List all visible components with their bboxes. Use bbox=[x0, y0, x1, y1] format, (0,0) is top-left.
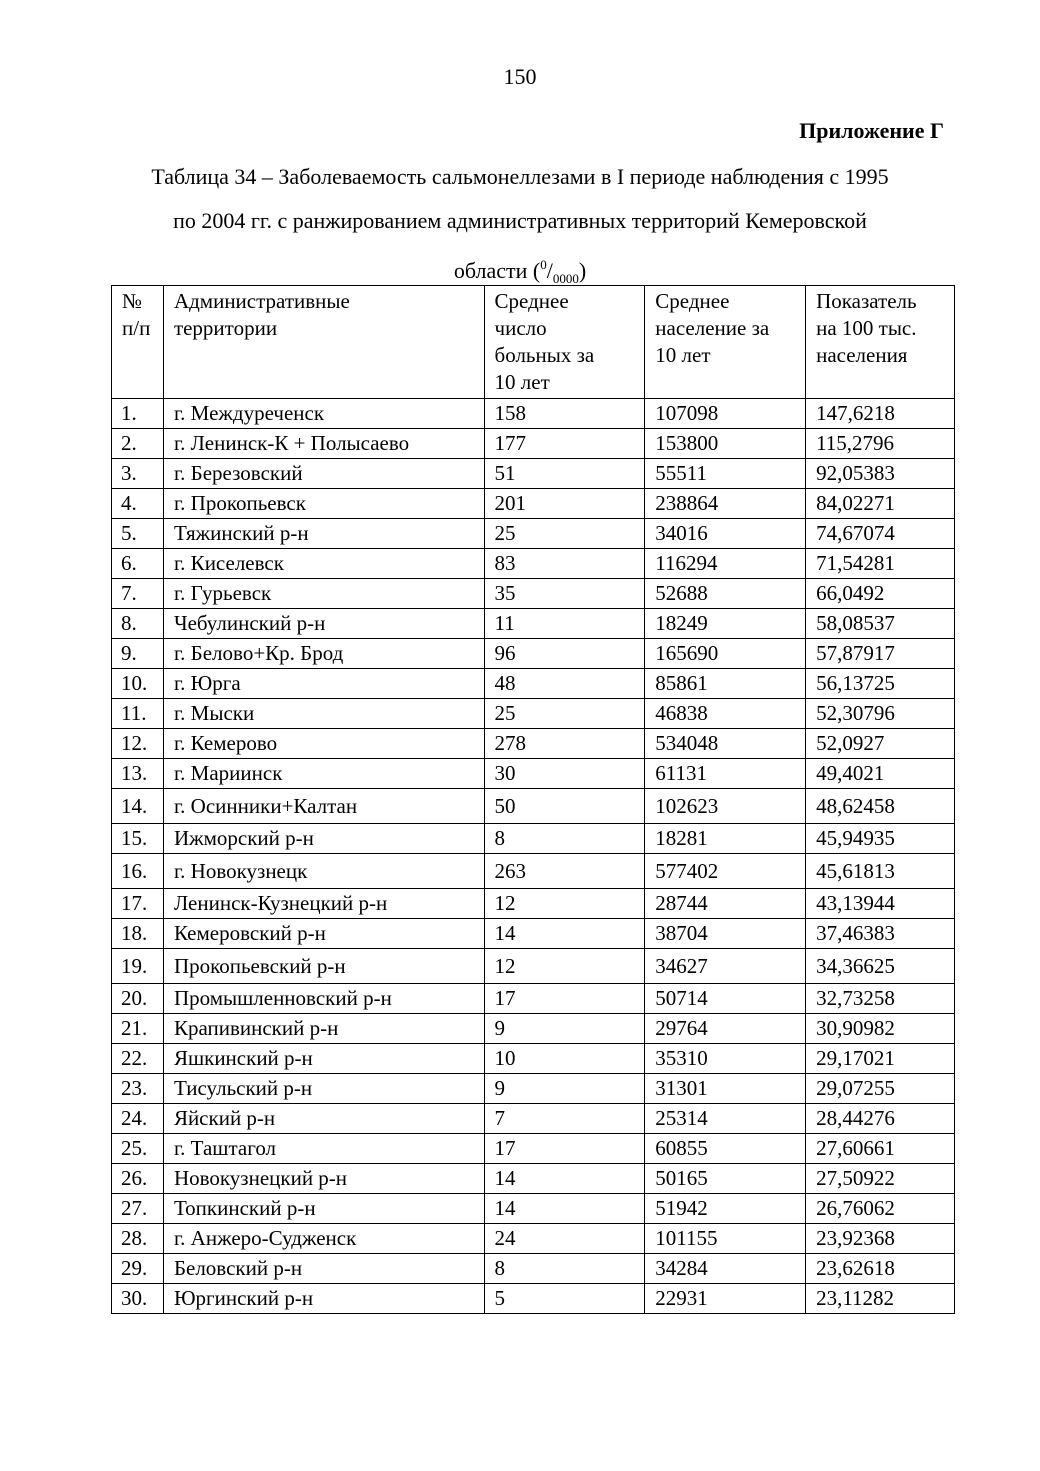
avg-sick-cell: 14 bbox=[484, 1194, 645, 1224]
avg-sick-cell: 11 bbox=[484, 609, 645, 639]
header-rate-line-3: населения bbox=[816, 343, 908, 367]
avg-population-cell: 51942 bbox=[645, 1194, 806, 1224]
row-number-cell: 23. bbox=[112, 1074, 164, 1104]
table-row bbox=[112, 919, 955, 949]
avg-sick-cell: 5 bbox=[484, 1284, 645, 1314]
avg-sick-cell: 14 bbox=[484, 1164, 645, 1194]
row-number-cell: 19. bbox=[112, 949, 164, 984]
header-avg-sick-line-3: больных за bbox=[494, 343, 595, 367]
table-row bbox=[112, 699, 955, 729]
avg-population-cell: 55511 bbox=[645, 459, 806, 489]
avg-population-cell: 25314 bbox=[645, 1104, 806, 1134]
table-row bbox=[112, 1074, 955, 1104]
rate-cell: 71,54281 bbox=[806, 549, 955, 579]
territory-cell: Яйский р-н bbox=[163, 1104, 484, 1134]
rate-cell: 37,46383 bbox=[806, 919, 955, 949]
header-rate-line-2: на 100 тыс. bbox=[816, 316, 917, 340]
avg-sick-cell: 12 bbox=[484, 889, 645, 919]
avg-population-cell: 50714 bbox=[645, 984, 806, 1014]
rate-cell: 66,0492 bbox=[806, 579, 955, 609]
rate-cell: 29,17021 bbox=[806, 1044, 955, 1074]
page-number: 150 bbox=[503, 64, 537, 89]
territory-cell: Яшкинский р-н bbox=[163, 1044, 484, 1074]
avg-population-cell: 18249 bbox=[645, 609, 806, 639]
table-row bbox=[112, 609, 955, 639]
avg-sick-cell: 25 bbox=[484, 699, 645, 729]
territory-cell: г. Мыски bbox=[163, 699, 484, 729]
caption-line-3-prefix: области ( bbox=[453, 258, 541, 283]
row-number-cell: 6. bbox=[112, 549, 164, 579]
avg-population-cell: 28744 bbox=[645, 889, 806, 919]
avg-population-cell: 52688 bbox=[645, 579, 806, 609]
avg-sick-cell: 12 bbox=[484, 949, 645, 984]
table-row bbox=[112, 984, 955, 1014]
territory-cell: г. Новокузнецк bbox=[163, 854, 484, 889]
table-row bbox=[112, 669, 955, 699]
rate-cell: 45,94935 bbox=[806, 824, 955, 854]
table-row bbox=[112, 519, 955, 549]
row-number-cell: 25. bbox=[112, 1134, 164, 1164]
avg-sick-cell: 158 bbox=[484, 399, 645, 429]
row-number-cell: 9. bbox=[112, 639, 164, 669]
territory-cell: г. Таштагол bbox=[163, 1134, 484, 1164]
table-row bbox=[112, 824, 955, 854]
avg-population-cell: 153800 bbox=[645, 429, 806, 459]
rate-cell: 57,87917 bbox=[806, 639, 955, 669]
avg-sick-cell: 263 bbox=[484, 854, 645, 889]
row-number-cell: 16. bbox=[112, 854, 164, 889]
avg-sick-cell: 17 bbox=[484, 1134, 645, 1164]
avg-sick-cell: 9 bbox=[484, 1074, 645, 1104]
table-row bbox=[112, 759, 955, 789]
table-row bbox=[112, 1284, 955, 1314]
row-number-cell: 28. bbox=[112, 1224, 164, 1254]
row-number-cell: 14. bbox=[112, 789, 164, 824]
table-body bbox=[112, 399, 955, 1314]
avg-population-cell: 31301 bbox=[645, 1074, 806, 1104]
caption-line-2: по 2004 гг. с ранжированием административных территорий Кемеровской bbox=[173, 208, 867, 233]
avg-sick-cell: 8 bbox=[484, 1254, 645, 1284]
avg-population-cell: 534048 bbox=[645, 729, 806, 759]
row-number-cell: 20. bbox=[112, 984, 164, 1014]
rate-cell: 29,07255 bbox=[806, 1074, 955, 1104]
table-caption bbox=[90, 155, 950, 301]
table-row bbox=[112, 1134, 955, 1164]
territory-cell: г. Прокопьевск bbox=[163, 489, 484, 519]
avg-sick-cell: 177 bbox=[484, 429, 645, 459]
territory-cell: Беловский р-н bbox=[163, 1254, 484, 1284]
header-number-line-1: № bbox=[122, 289, 143, 313]
row-number-cell: 21. bbox=[112, 1014, 164, 1044]
territory-cell: г. Кемерово bbox=[163, 729, 484, 759]
row-number-cell: 3. bbox=[112, 459, 164, 489]
row-number-cell: 18. bbox=[112, 919, 164, 949]
avg-sick-cell: 7 bbox=[484, 1104, 645, 1134]
territory-cell: г. Анжеро-Судженск bbox=[163, 1224, 484, 1254]
rate-cell: 23,11282 bbox=[806, 1284, 955, 1314]
territory-cell: г. Междуреченск bbox=[163, 399, 484, 429]
avg-population-cell: 102623 bbox=[645, 789, 806, 824]
rate-cell: 43,13944 bbox=[806, 889, 955, 919]
avg-sick-cell: 83 bbox=[484, 549, 645, 579]
table-row bbox=[112, 1224, 955, 1254]
table-row bbox=[112, 789, 955, 824]
row-number-cell: 7. bbox=[112, 579, 164, 609]
avg-sick-cell: 14 bbox=[484, 919, 645, 949]
avg-population-cell: 34627 bbox=[645, 949, 806, 984]
rate-cell: 23,92368 bbox=[806, 1224, 955, 1254]
avg-sick-cell: 25 bbox=[484, 519, 645, 549]
header-avg-population-line-1: Среднее bbox=[655, 289, 730, 313]
territory-cell: Ленинск-Кузнецкий р-н bbox=[163, 889, 484, 919]
row-number-cell: 11. bbox=[112, 699, 164, 729]
rate-cell: 52,0927 bbox=[806, 729, 955, 759]
rate-cell: 84,02271 bbox=[806, 489, 955, 519]
territory-cell: г. Осинники+Калтан bbox=[163, 789, 484, 824]
avg-population-cell: 577402 bbox=[645, 854, 806, 889]
territory-cell: Чебулинский р-н bbox=[163, 609, 484, 639]
avg-sick-cell: 24 bbox=[484, 1224, 645, 1254]
rate-cell: 45,61813 bbox=[806, 854, 955, 889]
rate-cell: 115,2796 bbox=[806, 429, 955, 459]
rate-cell: 28,44276 bbox=[806, 1104, 955, 1134]
territory-cell: Тисульский р-н bbox=[163, 1074, 484, 1104]
avg-population-cell: 50165 bbox=[645, 1164, 806, 1194]
table-row bbox=[112, 1014, 955, 1044]
header-avg-population-line-3: 10 лет bbox=[655, 343, 711, 367]
territory-cell: г. Березовский bbox=[163, 459, 484, 489]
territory-cell: г. Юрга bbox=[163, 669, 484, 699]
avg-population-cell: 29764 bbox=[645, 1014, 806, 1044]
table-row bbox=[112, 729, 955, 759]
avg-sick-cell: 8 bbox=[484, 824, 645, 854]
row-number-cell: 12. bbox=[112, 729, 164, 759]
territory-cell: Кемеровский р-н bbox=[163, 919, 484, 949]
avg-population-cell: 38704 bbox=[645, 919, 806, 949]
unit-superscript: 0 bbox=[540, 257, 547, 272]
territory-cell: г. Белово+Кр. Брод bbox=[163, 639, 484, 669]
table-row bbox=[112, 1164, 955, 1194]
unit-slash: / bbox=[546, 258, 553, 283]
row-number-cell: 15. bbox=[112, 824, 164, 854]
row-number-cell: 29. bbox=[112, 1254, 164, 1284]
avg-sick-cell: 9 bbox=[484, 1014, 645, 1044]
avg-population-cell: 85861 bbox=[645, 669, 806, 699]
table-row bbox=[112, 489, 955, 519]
caption-line-3-suffix: ) bbox=[578, 258, 587, 283]
row-number-cell: 5. bbox=[112, 519, 164, 549]
header-avg-sick-line-4: 10 лет bbox=[494, 370, 550, 394]
territory-cell: г. Мариинск bbox=[163, 759, 484, 789]
territory-cell: Крапивинский р-н bbox=[163, 1014, 484, 1044]
caption-line-1: Таблица 34 – Заболеваемость сальмонеллезами в I периоде наблюдения с 1995 bbox=[151, 164, 889, 189]
avg-population-cell: 61131 bbox=[645, 759, 806, 789]
rate-cell: 34,36625 bbox=[806, 949, 955, 984]
rate-cell: 56,13725 bbox=[806, 669, 955, 699]
avg-population-cell: 34284 bbox=[645, 1254, 806, 1284]
avg-population-cell: 107098 bbox=[645, 399, 806, 429]
header-avg-sick bbox=[484, 286, 645, 399]
table-row bbox=[112, 549, 955, 579]
rate-cell: 26,76062 bbox=[806, 1194, 955, 1224]
avg-population-cell: 35310 bbox=[645, 1044, 806, 1074]
header-number bbox=[112, 286, 164, 399]
header-territory-line-1: Административные bbox=[173, 289, 350, 313]
avg-sick-cell: 10 bbox=[484, 1044, 645, 1074]
table-row bbox=[112, 889, 955, 919]
table-row bbox=[112, 854, 955, 889]
avg-population-cell: 116294 bbox=[645, 549, 806, 579]
table-row bbox=[112, 579, 955, 609]
table-row bbox=[112, 949, 955, 984]
row-number-cell: 13. bbox=[112, 759, 164, 789]
header-territory-line-2: территории bbox=[173, 316, 278, 340]
row-number-cell: 27. bbox=[112, 1194, 164, 1224]
avg-population-cell: 34016 bbox=[645, 519, 806, 549]
morbidity-table bbox=[111, 285, 955, 1314]
territory-cell: г. Ленинск-К + Полысаево bbox=[163, 429, 484, 459]
territory-cell: Новокузнецкий р-н bbox=[163, 1164, 484, 1194]
header-rate-line-1: Показатель bbox=[816, 289, 917, 313]
avg-population-cell: 165690 bbox=[645, 639, 806, 669]
table-row bbox=[112, 1194, 955, 1224]
avg-sick-cell: 51 bbox=[484, 459, 645, 489]
avg-population-cell: 101155 bbox=[645, 1224, 806, 1254]
rate-cell: 27,50922 bbox=[806, 1164, 955, 1194]
territory-cell: Ижморский р-н bbox=[163, 824, 484, 854]
table-row bbox=[112, 399, 955, 429]
row-number-cell: 26. bbox=[112, 1164, 164, 1194]
rate-cell: 23,62618 bbox=[806, 1254, 955, 1284]
rate-cell: 147,6218 bbox=[806, 399, 955, 429]
rate-cell: 32,73258 bbox=[806, 984, 955, 1014]
row-number-cell: 22. bbox=[112, 1044, 164, 1074]
rate-cell: 74,67074 bbox=[806, 519, 955, 549]
appendix-title: Приложение Г bbox=[799, 118, 944, 143]
avg-population-cell: 18281 bbox=[645, 824, 806, 854]
territory-cell: Промышленновский р-н bbox=[163, 984, 484, 1014]
territory-cell: Топкинский р-н bbox=[163, 1194, 484, 1224]
avg-sick-cell: 278 bbox=[484, 729, 645, 759]
rate-cell: 30,90982 bbox=[806, 1014, 955, 1044]
unit-subscript: 0000 bbox=[552, 271, 579, 286]
table-row bbox=[112, 1254, 955, 1284]
avg-sick-cell: 17 bbox=[484, 984, 645, 1014]
header-territory bbox=[163, 286, 484, 399]
avg-sick-cell: 30 bbox=[484, 759, 645, 789]
table-row bbox=[112, 639, 955, 669]
header-avg-sick-line-1: Среднее bbox=[494, 289, 569, 313]
avg-sick-cell: 201 bbox=[484, 489, 645, 519]
header-avg-population bbox=[645, 286, 806, 399]
avg-population-cell: 238864 bbox=[645, 489, 806, 519]
rate-cell: 92,05383 bbox=[806, 459, 955, 489]
avg-population-cell: 22931 bbox=[645, 1284, 806, 1314]
table-row bbox=[112, 1104, 955, 1134]
table-row bbox=[112, 1044, 955, 1074]
rate-cell: 48,62458 bbox=[806, 789, 955, 824]
rate-cell: 49,4021 bbox=[806, 759, 955, 789]
table-row bbox=[112, 459, 955, 489]
row-number-cell: 1. bbox=[112, 399, 164, 429]
header-rate bbox=[806, 286, 955, 399]
avg-sick-cell: 96 bbox=[484, 639, 645, 669]
row-number-cell: 8. bbox=[112, 609, 164, 639]
avg-population-cell: 46838 bbox=[645, 699, 806, 729]
avg-population-cell: 60855 bbox=[645, 1134, 806, 1164]
header-number-line-2: п/п bbox=[122, 316, 151, 340]
row-number-cell: 17. bbox=[112, 889, 164, 919]
row-number-cell: 2. bbox=[112, 429, 164, 459]
territory-cell: Тяжинский р-н bbox=[163, 519, 484, 549]
row-number-cell: 4. bbox=[112, 489, 164, 519]
header-avg-sick-line-2: число bbox=[494, 316, 547, 340]
row-number-cell: 24. bbox=[112, 1104, 164, 1134]
table-row bbox=[112, 429, 955, 459]
territory-cell: г. Гурьевск bbox=[163, 579, 484, 609]
header-avg-population-line-2: население за bbox=[655, 316, 770, 340]
avg-sick-cell: 50 bbox=[484, 789, 645, 824]
row-number-cell: 10. bbox=[112, 669, 164, 699]
avg-sick-cell: 48 bbox=[484, 669, 645, 699]
row-number-cell: 30. bbox=[112, 1284, 164, 1314]
avg-sick-cell: 35 bbox=[484, 579, 645, 609]
rate-cell: 27,60661 bbox=[806, 1134, 955, 1164]
table-header-row bbox=[112, 286, 955, 399]
rate-cell: 58,08537 bbox=[806, 609, 955, 639]
rate-cell: 52,30796 bbox=[806, 699, 955, 729]
territory-cell: Прокопьевский р-н bbox=[163, 949, 484, 984]
territory-cell: Юргинский р-н bbox=[163, 1284, 484, 1314]
territory-cell: г. Киселевск bbox=[163, 549, 484, 579]
